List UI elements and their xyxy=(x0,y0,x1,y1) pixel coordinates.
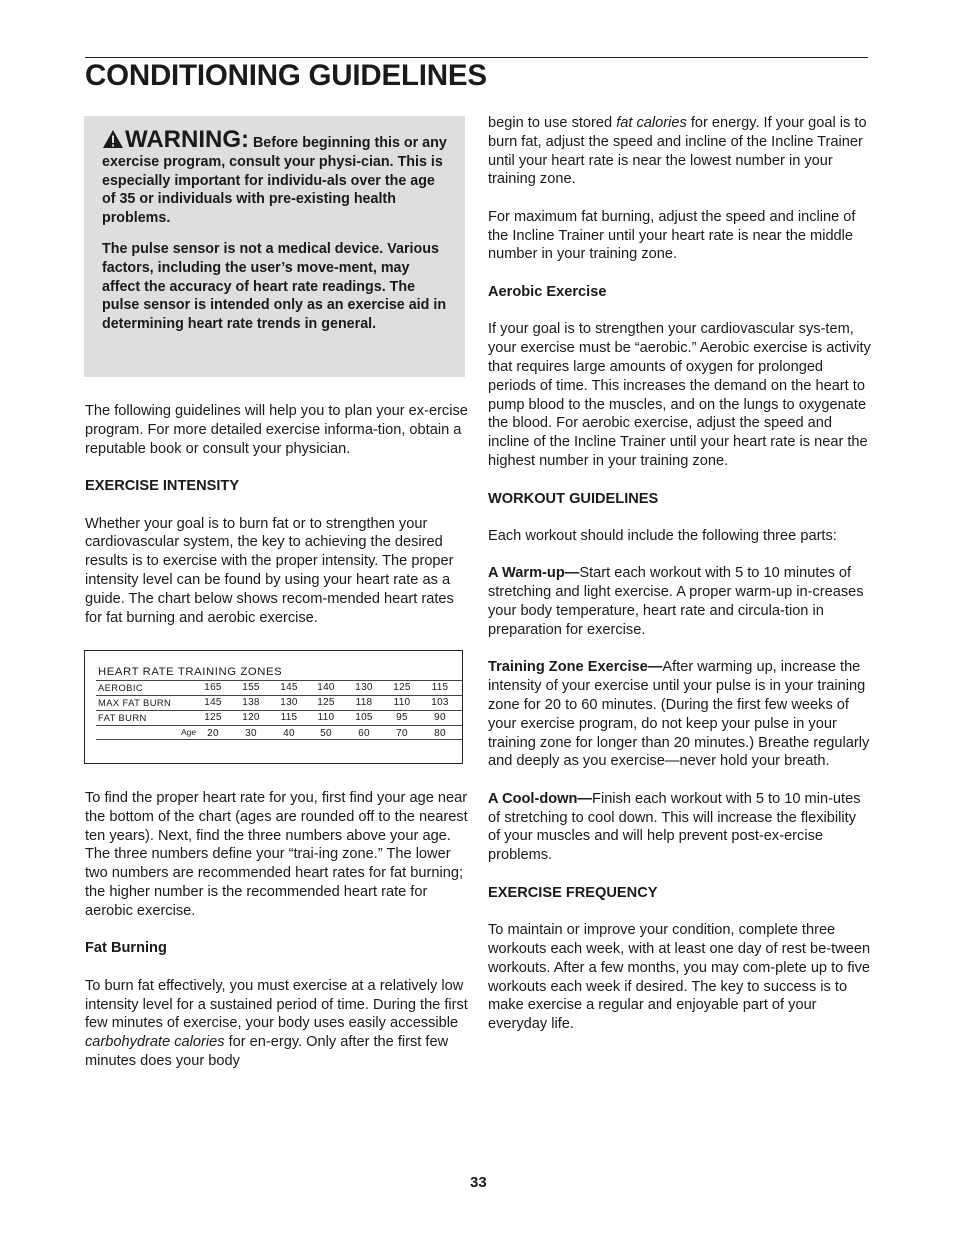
chart-age-cell: 30 xyxy=(245,728,257,739)
chart-value-cell: 125 xyxy=(204,712,222,723)
intro-paragraph: The following guidelines will help you to plan your ex-ercise program. For more detailed exercise informa-tion, obtain a reputable book or consult your physician. xyxy=(85,403,468,457)
chart-value-cell: 130 xyxy=(280,697,298,708)
chart-row-rule xyxy=(96,725,463,726)
page-title: CONDITIONING GUIDELINES xyxy=(85,59,487,92)
continued-text-1: begin to use stored xyxy=(488,115,617,131)
chart-value-cell: 120 xyxy=(242,712,260,723)
chart-value-cell: 155 xyxy=(242,682,260,693)
chart-age-cell: 60 xyxy=(358,728,370,739)
chart-title: HEART RATE TRAINING ZONES xyxy=(98,666,283,678)
chart-row-rule xyxy=(96,680,463,681)
warning-content xyxy=(102,126,447,334)
exercise-frequency-paragraph: To maintain or improve your condition, complete three workouts each week, with at least one day of rest be-tween workouts. After a few months, you may com-plete up to five workouts each week if desired. The key to success is to make exercise a regular and enjoyable part of your everyday life. xyxy=(488,922,871,1033)
warm-up-label: A Warm-up— xyxy=(488,565,580,582)
chart-value-cell: 115 xyxy=(280,712,298,723)
chart-value-cell: 125 xyxy=(317,697,335,708)
workout-intro-paragraph: Each workout should include the following three parts: xyxy=(488,527,837,544)
top-rule xyxy=(85,57,868,58)
chart-value-cell: 110 xyxy=(393,697,411,708)
heart-rate-chart xyxy=(84,650,463,764)
chart-value-cell: 130 xyxy=(355,682,373,693)
chart-age-cell: 70 xyxy=(396,728,408,739)
chart-value-cell: 95 xyxy=(396,712,408,723)
left-column-top xyxy=(85,402,469,627)
chart-value-cell: 140 xyxy=(317,682,335,693)
warning-lead: Before beginning this or any exercise program, consult your physi-cian. This is especially important for individu-als over the age of 35 or individuals with pre-existing health problems. xyxy=(102,135,447,227)
chart-value-cell: 118 xyxy=(355,697,373,708)
warning-heading-text: WARNING: xyxy=(125,126,249,153)
exercise-frequency-heading: EXERCISE FREQUENCY xyxy=(488,884,658,901)
aerobic-exercise-paragraph: If your goal is to strengthen your cardiovascular sys-tem, your exercise must be “aerobic.” Aerobic exercise is activity that requires large amounts of oxygen for prolonged periods of time. This increases the demand on the heart to pump blood to the muscles, and on the lungs to oxygenate the blood. For aerobic exercise, adjust the speed and incline of the Incline Trainer until your heart rate is near the highest number in your training zone. xyxy=(488,321,871,470)
aerobic-exercise-heading: Aerobic Exercise xyxy=(488,283,607,300)
chart-bottom-rule xyxy=(96,739,463,740)
chart-value-cell: 115 xyxy=(431,682,449,693)
exercise-intensity-heading: EXERCISE INTENSITY xyxy=(85,478,240,495)
chart-age-label: Age xyxy=(181,727,197,737)
chart-age-cell: 50 xyxy=(320,728,332,739)
chart-row-label: MAX FAT BURN xyxy=(98,697,172,708)
warning-triangle-icon xyxy=(102,129,124,149)
warning-paragraph-1 xyxy=(102,126,447,228)
fat-burning-text-1: To burn fat effectively, you must exercise at a relatively low intensity level for a sustained period of time. During the first few minutes of exercise, your body uses easily accessible xyxy=(85,977,468,1032)
chart-value-cell: 103 xyxy=(431,697,449,708)
chart-age-cell: 40 xyxy=(283,728,295,739)
carbohydrate-calories-emphasis: carbohydrate calories xyxy=(85,1034,225,1051)
warm-up-text: Start each workout with 5 to 10 minutes of stretching and light exercise. A proper warm-up in-creases your body temperature, heart rate and circula-tion in preparation for exercise. xyxy=(488,565,864,638)
left-column-bottom xyxy=(85,789,469,1071)
chart-value-cell: 145 xyxy=(204,697,222,708)
chart-value-cell: 138 xyxy=(242,697,260,708)
chart-row-rule xyxy=(96,710,463,711)
exercise-intensity-paragraph: Whether your goal is to burn fat or to strengthen your cardiovascular system, the key to achieving the desired results is to exercise with the proper intensity. The proper intensity level can be found by using your heart rate as a guide. The chart below shows recom-mended heart rates for fat burning and aerobic exercise. xyxy=(85,515,454,626)
fat-calories-emphasis: fat calories xyxy=(616,115,687,131)
fat-burning-text-2: for en-ergy. Only after the first few minutes does your body xyxy=(85,1034,449,1069)
fat-burning-heading: Fat Burning xyxy=(85,940,167,957)
training-zone-label: Training Zone Exercise— xyxy=(488,659,663,676)
training-zone-text: After warming up, increase the intensity of your exercise until your pulse is in your training zone for 20 to 60 minutes. (During the first few weeks of your exercise program, do not keep your pulse in your training zone for longer than 20 minutes.) Breathe regularly and deeply as you exercise—never hold your breath. xyxy=(488,659,870,770)
warning-box xyxy=(84,116,465,377)
chart-value-cell: 145 xyxy=(280,682,298,693)
chart-row-label: AEROBIC xyxy=(98,682,143,693)
chart-row-label: FAT BURN xyxy=(98,712,147,723)
chart-value-cell: 125 xyxy=(393,682,411,693)
cool-down-label: A Cool-down— xyxy=(488,790,593,807)
chart-value-cell: 110 xyxy=(317,712,335,723)
warm-up-paragraph xyxy=(488,564,872,639)
chart-row-rule xyxy=(96,695,463,696)
cool-down-paragraph xyxy=(488,790,872,865)
chart-age-cell: 80 xyxy=(434,728,446,739)
training-zone-paragraph xyxy=(488,658,872,771)
fat-burning-continued xyxy=(488,114,872,189)
max-fat-burning-paragraph: For maximum fat burning, adjust the speed and incline of the Incline Trainer until your heart rate is near the middle number in your training zone. xyxy=(488,208,856,263)
find-heart-rate-paragraph: To find the proper heart rate for you, first find your age near the bottom of the chart (ages are rounded off to the nearest ten years). Next, find the three numbers above your age. The three numbers define your “trai-ing zone.” The lower two numbers are recommended heart rates for fat burning; the higher number is the recommended heart rate for aerobic exercise. xyxy=(85,790,468,919)
page-number: 33 xyxy=(470,1174,487,1191)
right-column xyxy=(488,114,872,1034)
cool-down-text: Finish each workout with 5 to 10 min-utes of stretching to cool down. This will increase the flexibility of your muscles and will help prevent post-ex-ercise problems. xyxy=(488,790,861,864)
fat-burning-paragraph xyxy=(85,977,469,1071)
warning-heading xyxy=(102,126,249,153)
chart-value-cell: 105 xyxy=(355,712,373,723)
continued-text-2: for energy. If your goal is to burn fat, adjust the speed and incline of the Incline Trainer until your heart rate is near the lowest number in your training zone. xyxy=(488,115,867,188)
workout-guidelines-heading: WORKOUT GUIDELINES xyxy=(488,490,659,507)
chart-value-cell: 165 xyxy=(204,682,222,693)
chart-value-cell: 90 xyxy=(434,712,446,723)
warning-paragraph-2: The pulse sensor is not a medical device. Various factors, including the user’s move-ment, may affect the accuracy of heart rate readings. The pulse sensor is intended only as an exercise aid in determining heart rate trends in general. xyxy=(102,240,447,333)
chart-age-cell: 20 xyxy=(207,728,219,739)
